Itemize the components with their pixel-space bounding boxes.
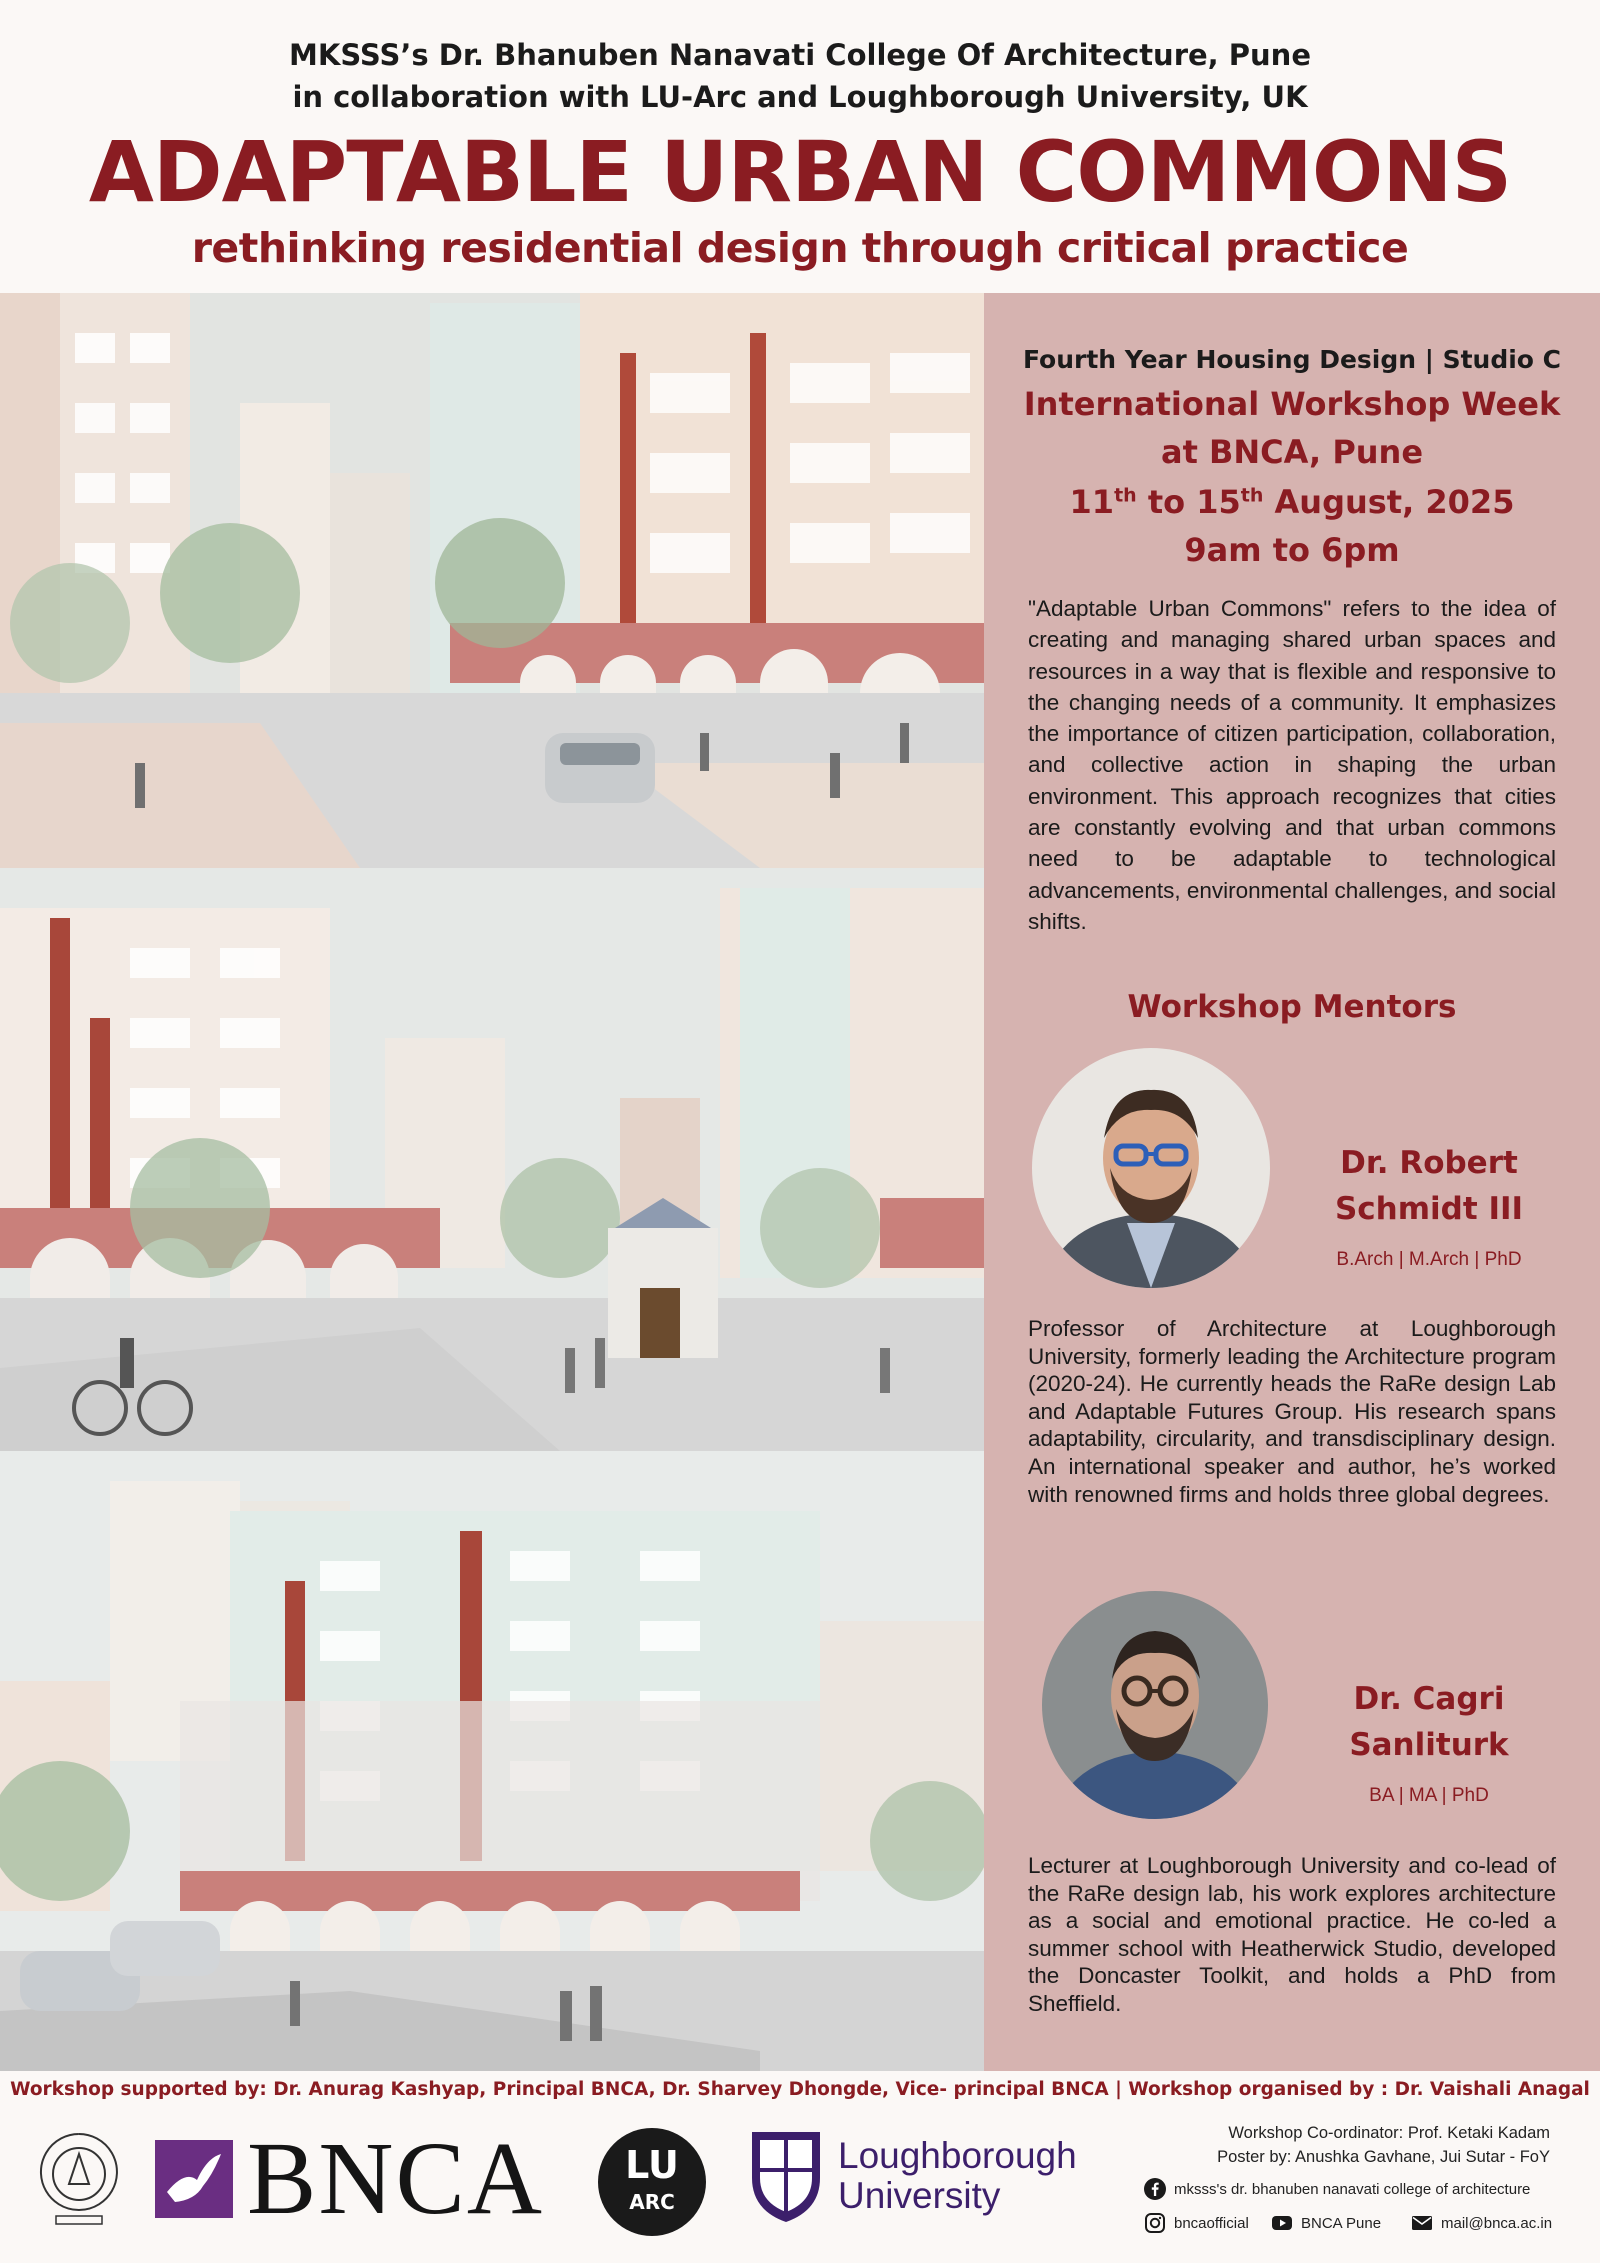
facebook-handle: mksss's dr. bhanuben nanavati college of architecture xyxy=(1174,2180,1531,2198)
collaboration-line: in collaboration with LU-Arc and Loughborough University, UK xyxy=(292,80,1308,114)
mentor-1-first-name: Dr. Robert xyxy=(1340,1145,1518,1181)
instagram-link[interactable] xyxy=(1144,2212,1249,2234)
facebook-link[interactable] xyxy=(1144,2178,1530,2200)
email-link[interactable] xyxy=(1411,2212,1552,2234)
bnca-dove-mark-icon xyxy=(155,2140,233,2218)
bnca-wordmark: BNCA xyxy=(247,2121,544,2236)
instagram-handle: bncaofficial xyxy=(1174,2214,1249,2232)
poster-subtitle: rethinking residential design through critical practice xyxy=(191,224,1409,272)
date-end-day: 15 xyxy=(1196,483,1241,521)
mentor-1-last-name: Schmidt III xyxy=(1334,1191,1524,1227)
mentor-2-last-name: Sanliturk xyxy=(1349,1727,1509,1763)
loughborough-shield-icon xyxy=(748,2128,824,2224)
poster-credits: Poster by: Anushka Gavhane, Jui Sutar - FoY xyxy=(1217,2148,1550,2166)
mentor-bio-2: Lecturer at Loughborough University and co-lead of the RaRe design lab, his work explores architecture as a social and emotional practice. He co-led a summer school with Heatherwick Studio, developed the Doncaster Toolkit, and holds a PhD from Sheffield. xyxy=(1028,1853,1556,2016)
youtube-link[interactable] xyxy=(1271,2212,1381,2234)
date-start-day: 11 xyxy=(1069,483,1115,521)
mentors-heading: Workshop Mentors xyxy=(1127,989,1457,1025)
mentor-name-2 xyxy=(1284,1676,1574,1768)
event-dates xyxy=(984,483,1600,521)
workshop-coordinator: Workshop Co-ordinator: Prof. Ketaki Kadam xyxy=(1228,2124,1550,2142)
mentor-photo-robert-schmidt xyxy=(1032,1048,1270,1288)
lu-arc-top-text: LU xyxy=(625,2143,679,2187)
mentor-photo-cagri-sanliturk xyxy=(1042,1591,1268,1819)
lu-arc-bottom-text: ARC xyxy=(629,2190,675,2214)
poster-header xyxy=(0,0,1600,290)
institution-line: MKSSS’s Dr. Bhanuben Nanavati College Of Architecture, Pune xyxy=(288,38,1311,72)
event-venue: at BNCA, Pune xyxy=(1160,433,1424,471)
loughborough-university-logo xyxy=(748,2128,1088,2224)
mentor-degrees-1: B.Arch | M.Arch | PhD xyxy=(1336,1249,1522,1270)
workshop-description: "Adaptable Urban Commons" refers to the idea of creating and managing shared urban spaces and resources in a way that is flexible and responsive to the changing needs of a community. It emphasizes the importance of citizen participation, collaboration, and collective action in shaping the urban environment. This approach recognizes that cities are constantly evolving and that urban commons need to be adaptable to technological advancements, environmental challenges, and social shifts. xyxy=(1028,596,1556,934)
facebook-icon xyxy=(1144,2178,1166,2200)
support-credits: Workshop supported by: Dr. Anurag Kashyap, Principal BNCA, Dr. Sharvey Dhongde, Vice- principal BNCA | Workshop organised by : Dr. Vaishali Anagal xyxy=(10,2079,1590,2100)
loughborough-line1: Loughborough xyxy=(838,2135,1077,2176)
lu-arc-logo xyxy=(598,2128,706,2236)
youtube-icon xyxy=(1271,2212,1293,2234)
loughborough-line2: University xyxy=(838,2175,1001,2216)
date-end-suffix: th xyxy=(1240,484,1264,507)
street-render-3 xyxy=(0,1451,984,2071)
loughborough-wordmark xyxy=(838,2136,1077,2216)
date-month-year: August, 2025 xyxy=(1263,483,1515,521)
bnca-logo xyxy=(155,2121,565,2236)
mentor-degrees-2: BA | MA | PhD xyxy=(1369,1785,1489,1806)
poster-title: ADAPTABLE URBAN COMMONS xyxy=(88,123,1512,221)
info-panel xyxy=(984,293,1600,2071)
street-render-2 xyxy=(0,868,984,1451)
email-address: mail@bnca.ac.in xyxy=(1441,2214,1553,2232)
street-render-1 xyxy=(0,293,984,868)
studio-label: Fourth Year Housing Design | Studio C xyxy=(1022,345,1562,374)
date-start-suffix: th xyxy=(1114,484,1137,507)
mail-icon xyxy=(1411,2212,1433,2234)
event-time: 9am to 6pm xyxy=(1184,531,1400,569)
event-title: International Workshop Week xyxy=(1023,385,1561,423)
mksss-emblem-logo xyxy=(34,2124,124,2236)
mentor-bio-1: Professor of Architecture at Loughborough University, formerly leading the Architecture program (2020-24). He currently heads the RaRe design Lab and Adaptable Futures Group. His research spans adaptability, circularity, and transdisciplinary design. An international speaker and author, he’s worked with renowned firms and holds three global degrees. xyxy=(1028,1316,1556,1507)
date-connector: to xyxy=(1136,483,1197,521)
mentor-2-first-name: Dr. Cagri xyxy=(1353,1681,1505,1717)
mentor-name-1 xyxy=(1284,1140,1574,1232)
instagram-icon xyxy=(1144,2212,1166,2234)
youtube-channel: BNCA Pune xyxy=(1301,2214,1382,2232)
